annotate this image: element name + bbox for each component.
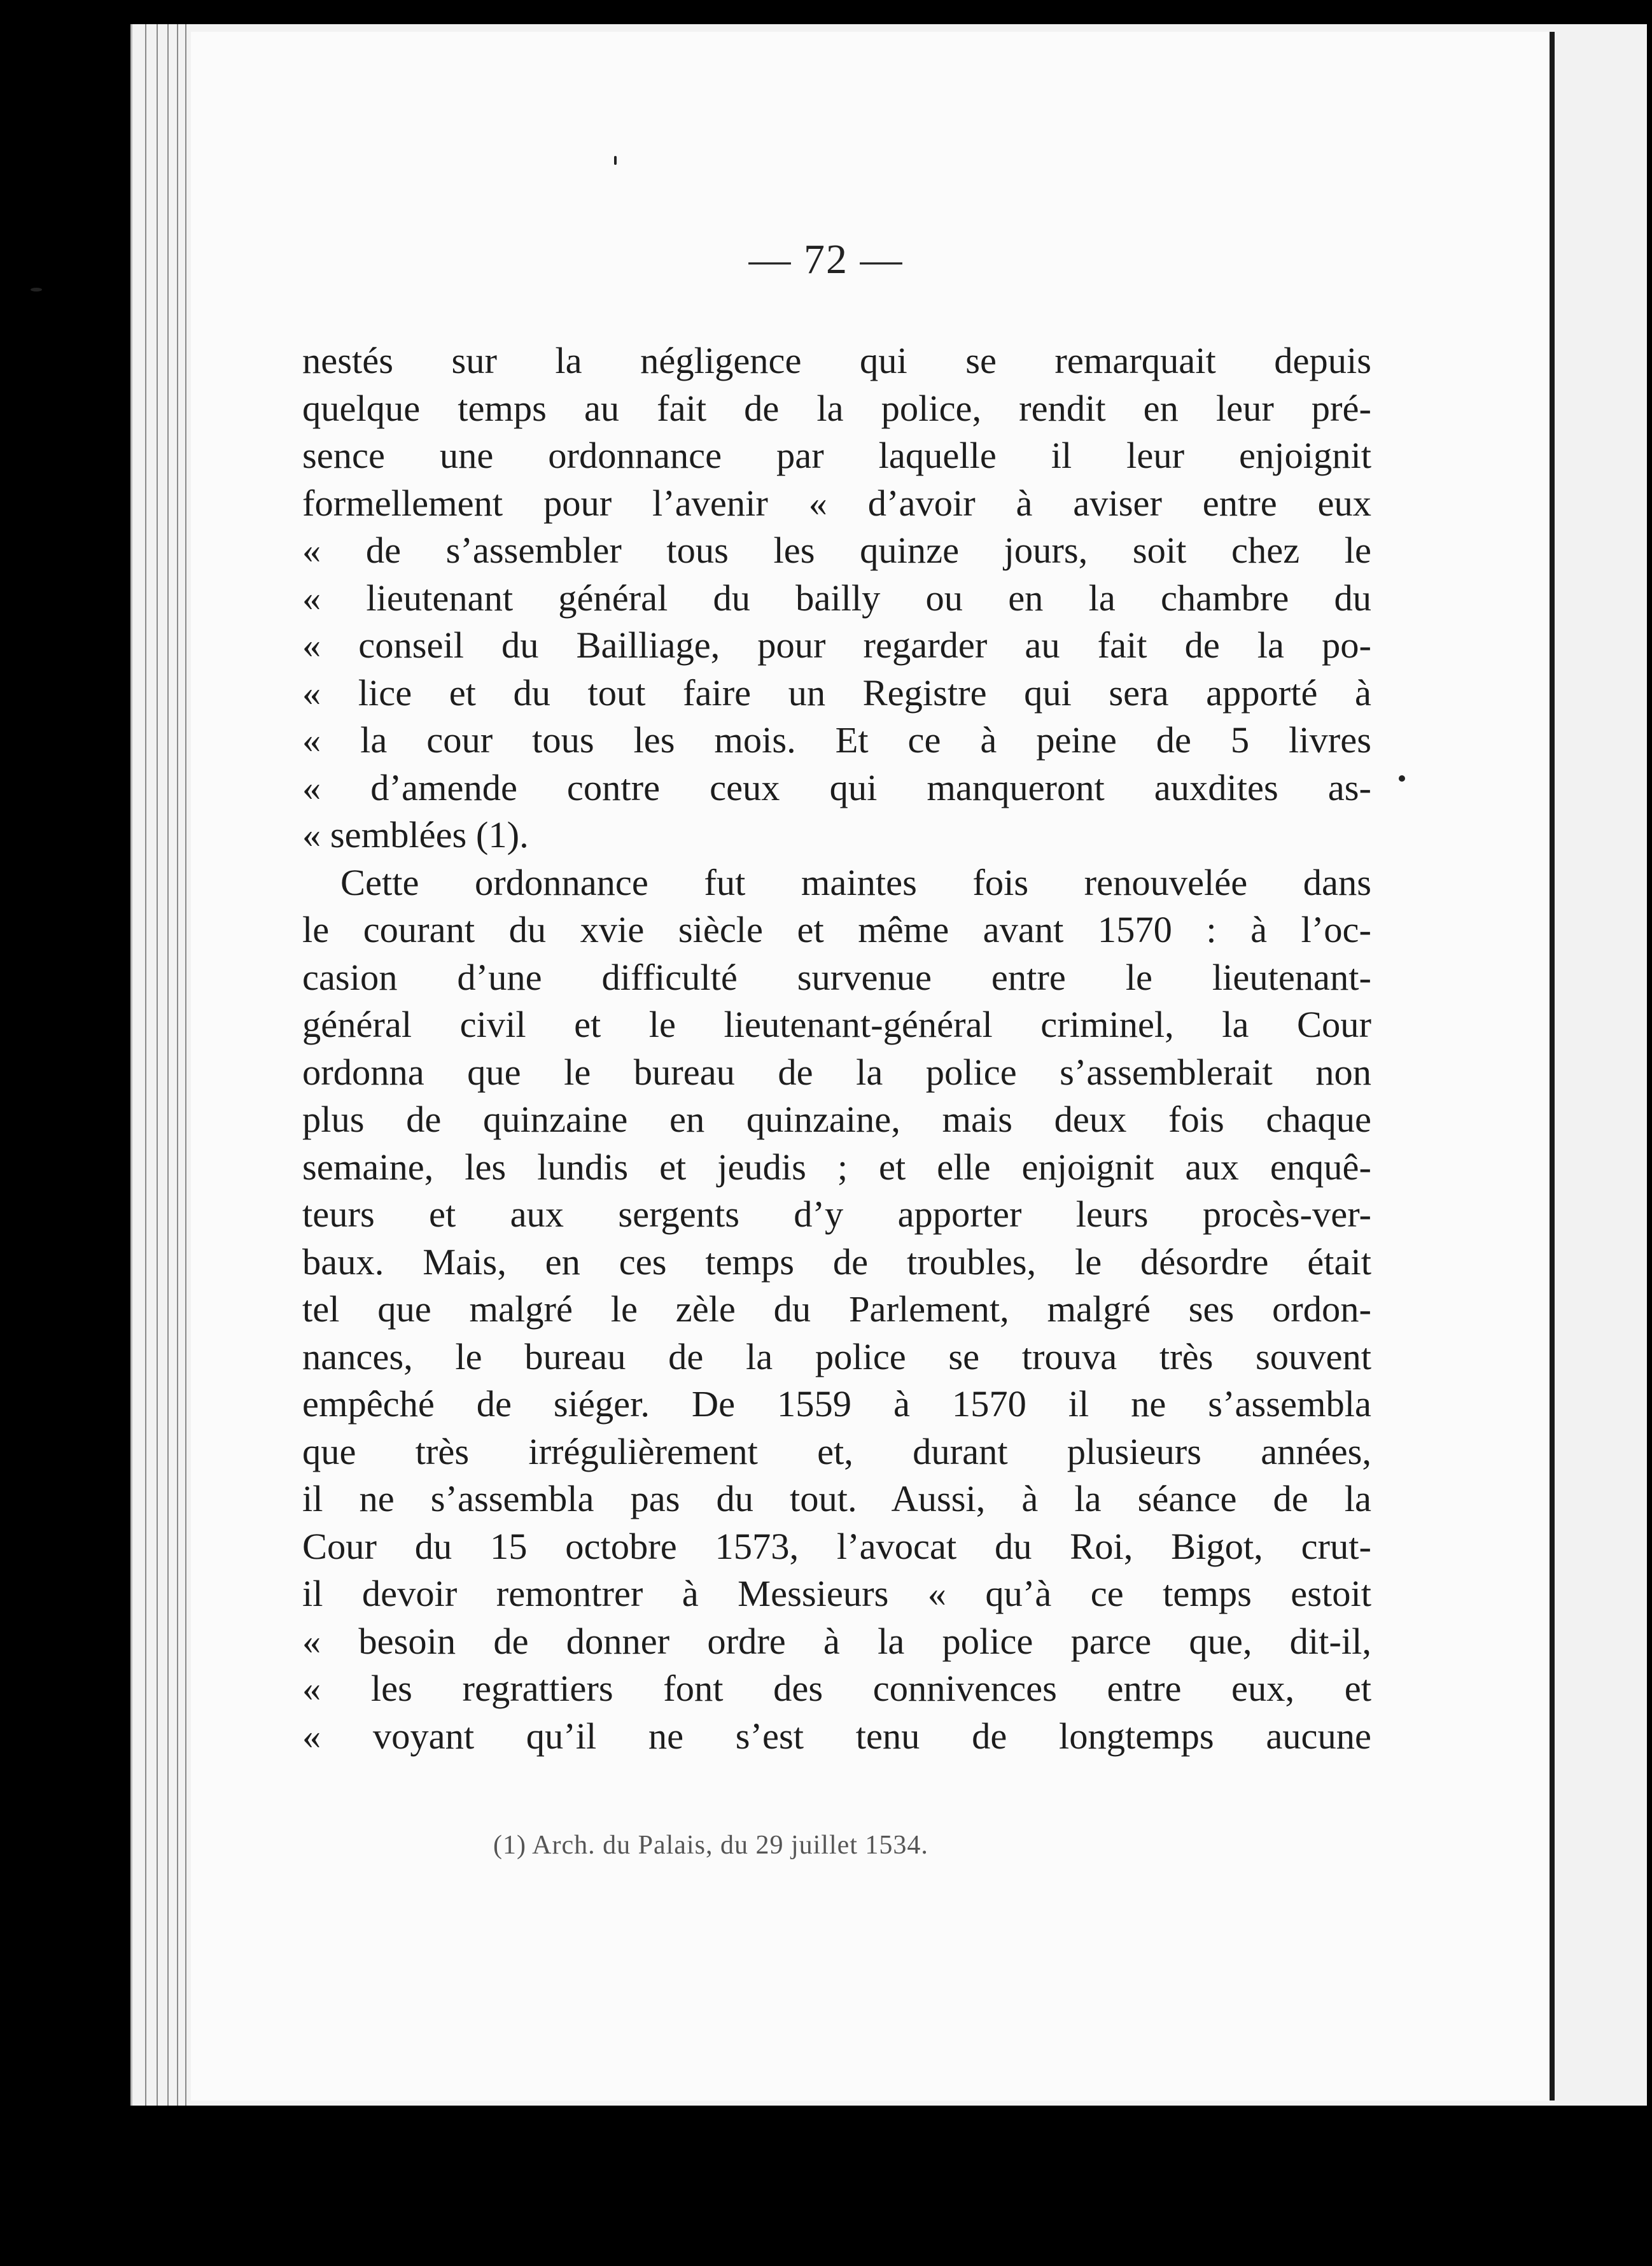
footnote: (1) Arch. du Palais, du 29 juillet 1534. xyxy=(493,1831,928,1860)
text-line: formellement pour l’avenir « d’avoir à aviser entre eux xyxy=(302,482,1371,524)
stack-line xyxy=(177,24,178,2106)
text-line: « lieutenant général du bailly ou en la chambre du xyxy=(302,577,1371,619)
text-line: Cour du 15 octobre 1573, l’avocat du Roi, Bigot, crut- xyxy=(302,1525,1371,1567)
text-line: « d’amende contre ceux qui manqueront auxdites as- xyxy=(302,766,1371,808)
text-line: empêché de siéger. De 1559 à 1570 il ne s’assembla xyxy=(302,1383,1371,1425)
text-line: « de s’assembler tous les quinze jours, soit chez le xyxy=(302,530,1371,571)
text-line: général civil et le lieutenant-général criminel, la Cour xyxy=(302,1004,1371,1045)
text-line: « semblées (1). xyxy=(302,814,529,855)
text-line: casion d’une difficulté survenue entre le lieutenant- xyxy=(302,956,1371,998)
text-line: semaine, les lundis et jeudis ; et elle enjoignit aux enquê- xyxy=(302,1146,1371,1188)
text-line: « les regrattiers font des connivences entre eux, et xyxy=(302,1668,1371,1709)
text-line: sence une ordonnance par laquelle il leur enjoignit xyxy=(302,435,1371,476)
stack-line xyxy=(185,24,186,2106)
text-line: « la cour tous les mois. Et ce à peine de 5 livres xyxy=(302,719,1371,761)
stack-line xyxy=(145,24,146,2106)
page-number: — 72 — xyxy=(748,236,904,283)
text-line: nances, le bureau de la police se trouva très souvent xyxy=(302,1335,1371,1377)
scan-speck xyxy=(1399,775,1405,782)
text-line: « conseil du Bailliage, pour regarder au fait de la po- xyxy=(302,624,1371,666)
text-line: nestés sur la négligence qui se remarquait depuis xyxy=(302,340,1371,381)
page-right-edge xyxy=(1550,32,1555,2101)
text-line: baux. Mais, en ces temps de troubles, le désordre était xyxy=(302,1241,1371,1283)
text-line: « besoin de donner ordre à la police parce que, dit-il, xyxy=(302,1620,1371,1662)
text-line: il ne s’assembla pas du tout. Aussi, à la séance de la xyxy=(302,1478,1371,1519)
text-line: ordonna que le bureau de la police s’assemblerait non xyxy=(302,1051,1371,1093)
stack-line xyxy=(157,24,158,2106)
scan-speck xyxy=(31,288,42,292)
body-text xyxy=(302,337,1371,1760)
text-line: teurs et aux sergents d’y apporter leurs procès-ver- xyxy=(302,1193,1371,1235)
text-line: il devoir remontrer à Messieurs « qu’à ce temps estoit xyxy=(302,1573,1371,1614)
text-line: quelque temps au fait de la police, rendit en leur pré- xyxy=(302,387,1371,429)
stack-line xyxy=(167,24,169,2106)
scan-speck xyxy=(614,156,617,165)
text-line: Cette ordonnance fut maintes fois renouvelée dans xyxy=(340,861,1371,903)
text-line: que très irrégulièrement et, durant plusieurs années, xyxy=(302,1430,1371,1472)
text-line: plus de quinzaine en quinzaine, mais deux fois chaque xyxy=(302,1099,1371,1140)
text-line: « voyant qu’il ne s’est tenu de longtemps aucune xyxy=(302,1715,1371,1757)
text-line: tel que malgré le zèle du Parlement, malgré ses ordon- xyxy=(302,1288,1371,1330)
text-line: « lice et du tout faire un Registre qui sera apporté à xyxy=(302,672,1371,714)
text-line: le courant du xvie siècle et même avant 1570 : à l’oc- xyxy=(302,909,1371,950)
